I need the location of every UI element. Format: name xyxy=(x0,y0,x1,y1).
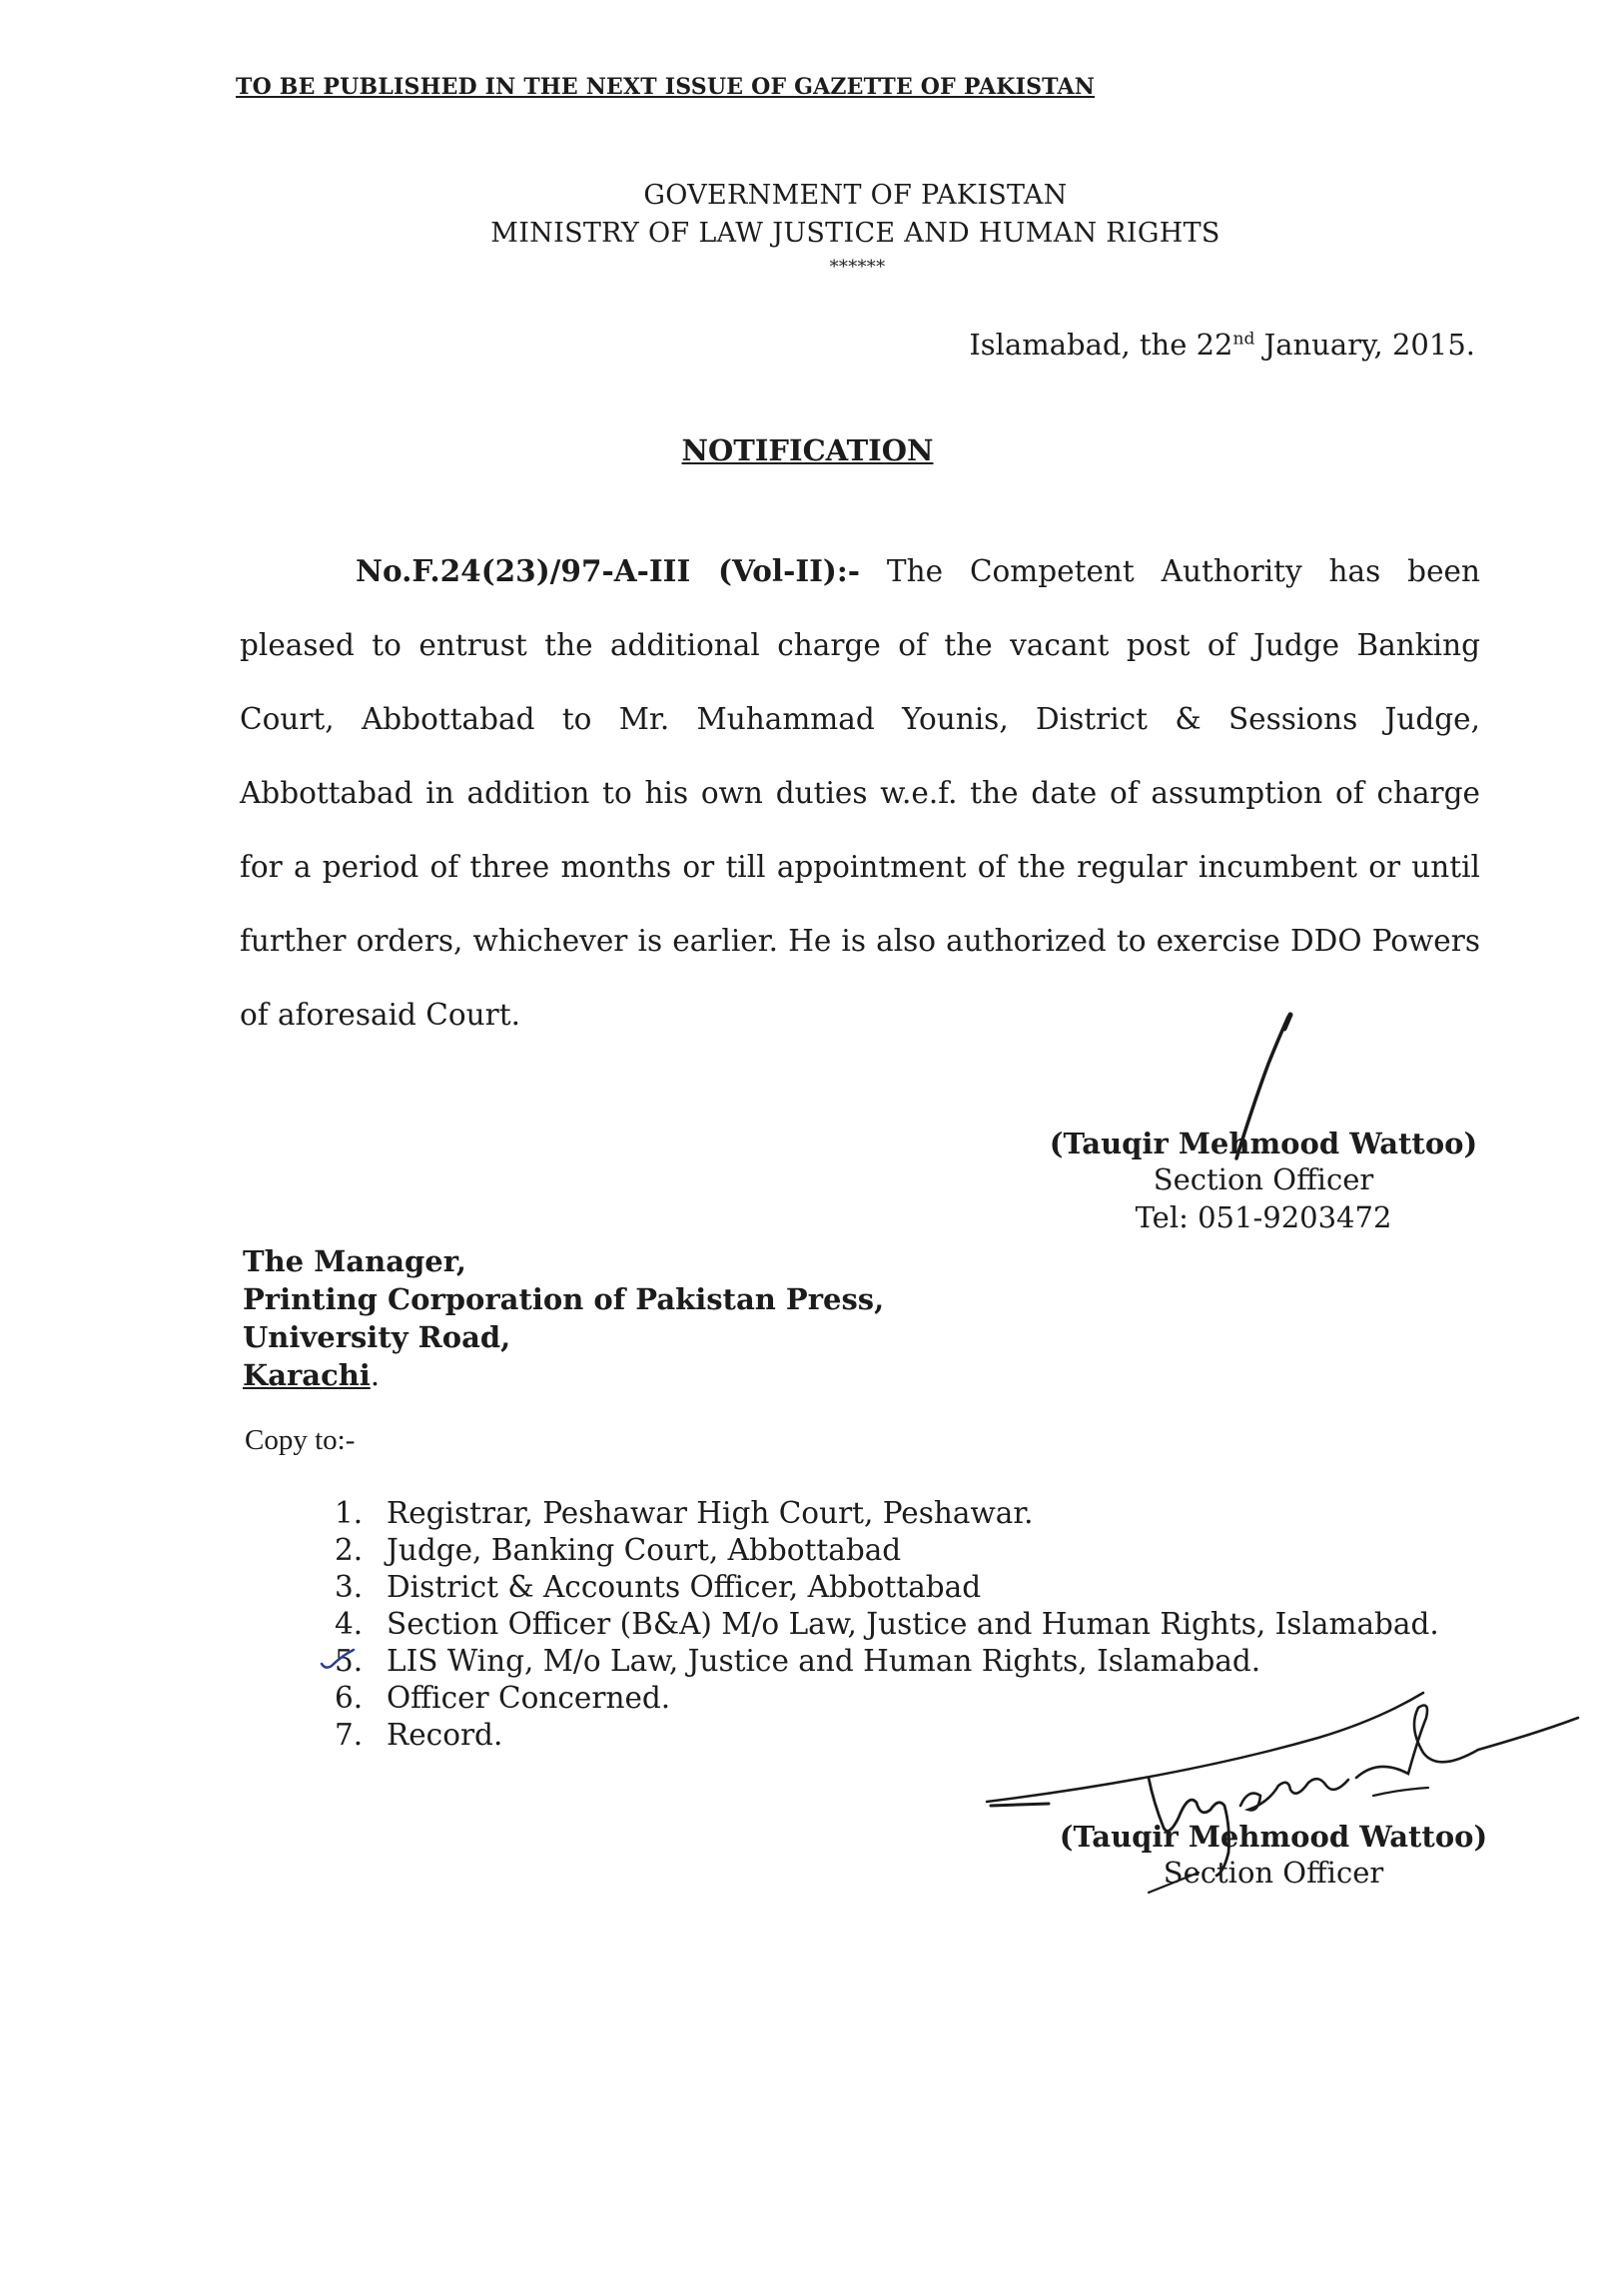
issue-date xyxy=(969,328,1475,362)
notification-number: No.F.24(23)/97-A-III (Vol-II):- xyxy=(356,553,861,588)
notification-title: NOTIFICATION xyxy=(681,433,934,467)
addressee-city: Karachi xyxy=(243,1358,371,1392)
government-heading: GOVERNMENT OF PAKISTAN xyxy=(643,180,1068,211)
list-item-number: 7. xyxy=(335,1718,364,1752)
ministry-heading: MINISTRY OF LAW JUSTICE AND HUMAN RIGHTS xyxy=(490,218,1220,249)
list-item xyxy=(335,1643,1439,1680)
list-item-number: 5. xyxy=(335,1644,364,1678)
signatory-telephone: Tel: 051-9203472 xyxy=(1135,1200,1392,1234)
list-item-text: Officer Concerned. xyxy=(387,1681,671,1715)
signatory-name-2: (Tauqir Mehmood Wattoo) xyxy=(1059,1820,1488,1854)
date-suffix: nd xyxy=(1232,329,1255,350)
signatory-block-2 xyxy=(1054,1820,1493,1892)
addressee-line-3: University Road, xyxy=(243,1320,511,1354)
signatory-name: (Tauqir Mehmood Wattoo) xyxy=(1049,1127,1478,1160)
list-item-number: 6. xyxy=(335,1681,364,1715)
gazette-publication-note: TO BE PUBLISHED IN THE NEXT ISSUE OF GAZETTE OF PAKISTAN xyxy=(236,74,1096,100)
list-item-number: 1. xyxy=(335,1496,364,1530)
list-item-text: Record. xyxy=(387,1718,503,1752)
list-item-text: Registrar, Peshawar High Court, Peshawar. xyxy=(387,1496,1034,1530)
list-item xyxy=(335,1532,1439,1569)
list-item xyxy=(335,1717,1439,1754)
list-item-number: 3. xyxy=(335,1570,364,1604)
list-item xyxy=(335,1680,1439,1717)
copy-to-label: Copy to:- xyxy=(245,1424,356,1456)
list-item-text: Judge, Banking Court, Abbottabad xyxy=(387,1533,902,1567)
list-item xyxy=(335,1606,1439,1643)
list-item-number: 4. xyxy=(335,1607,364,1641)
list-item xyxy=(335,1495,1439,1532)
date-rest: January, 2015. xyxy=(1254,328,1475,362)
copy-to-list xyxy=(335,1495,1439,1754)
addressee-block xyxy=(243,1242,884,1394)
heading-separator: ****** xyxy=(829,257,886,278)
addressee-city-line xyxy=(243,1356,884,1394)
addressee-city-punct: . xyxy=(370,1358,381,1392)
list-item-text: LIS Wing, M/o Law, Justice and Human Rights, Islamabad. xyxy=(387,1644,1261,1678)
addressee-line-1: The Manager, xyxy=(243,1244,466,1278)
list-item-text: District & Accounts Officer, Abbottabad xyxy=(387,1570,982,1604)
signatory-designation: Section Officer xyxy=(1153,1162,1374,1196)
notification-text: The Competent Authority has been pleased to entrust the additional charge of the vacant post of Judge Banking Court, Abbottabad to Mr. Muhammad Younis, District & Sessions Judge, Abbottabad in addition to his own duties w.e.f. the date of assumption of charge for a period of three months or till appointment of the regular incumbent or until further orders, whichever is earlier. He is also authorized to exercise DDO Powers of aforesaid Court. xyxy=(240,554,1480,1032)
date-prefix: Islamabad, the 22 xyxy=(969,328,1233,362)
list-item-text: Section Officer (B&A) M/o Law, Justice and Human Rights, Islamabad. xyxy=(387,1607,1439,1641)
addressee-line-2: Printing Corporation of Pakistan Press, xyxy=(243,1282,885,1316)
signatory-designation-2: Section Officer xyxy=(1163,1856,1384,1890)
list-item-number: 2. xyxy=(335,1533,364,1567)
list-item xyxy=(335,1569,1439,1606)
notification-body xyxy=(240,534,1480,1052)
signatory-block xyxy=(1049,1127,1478,1236)
